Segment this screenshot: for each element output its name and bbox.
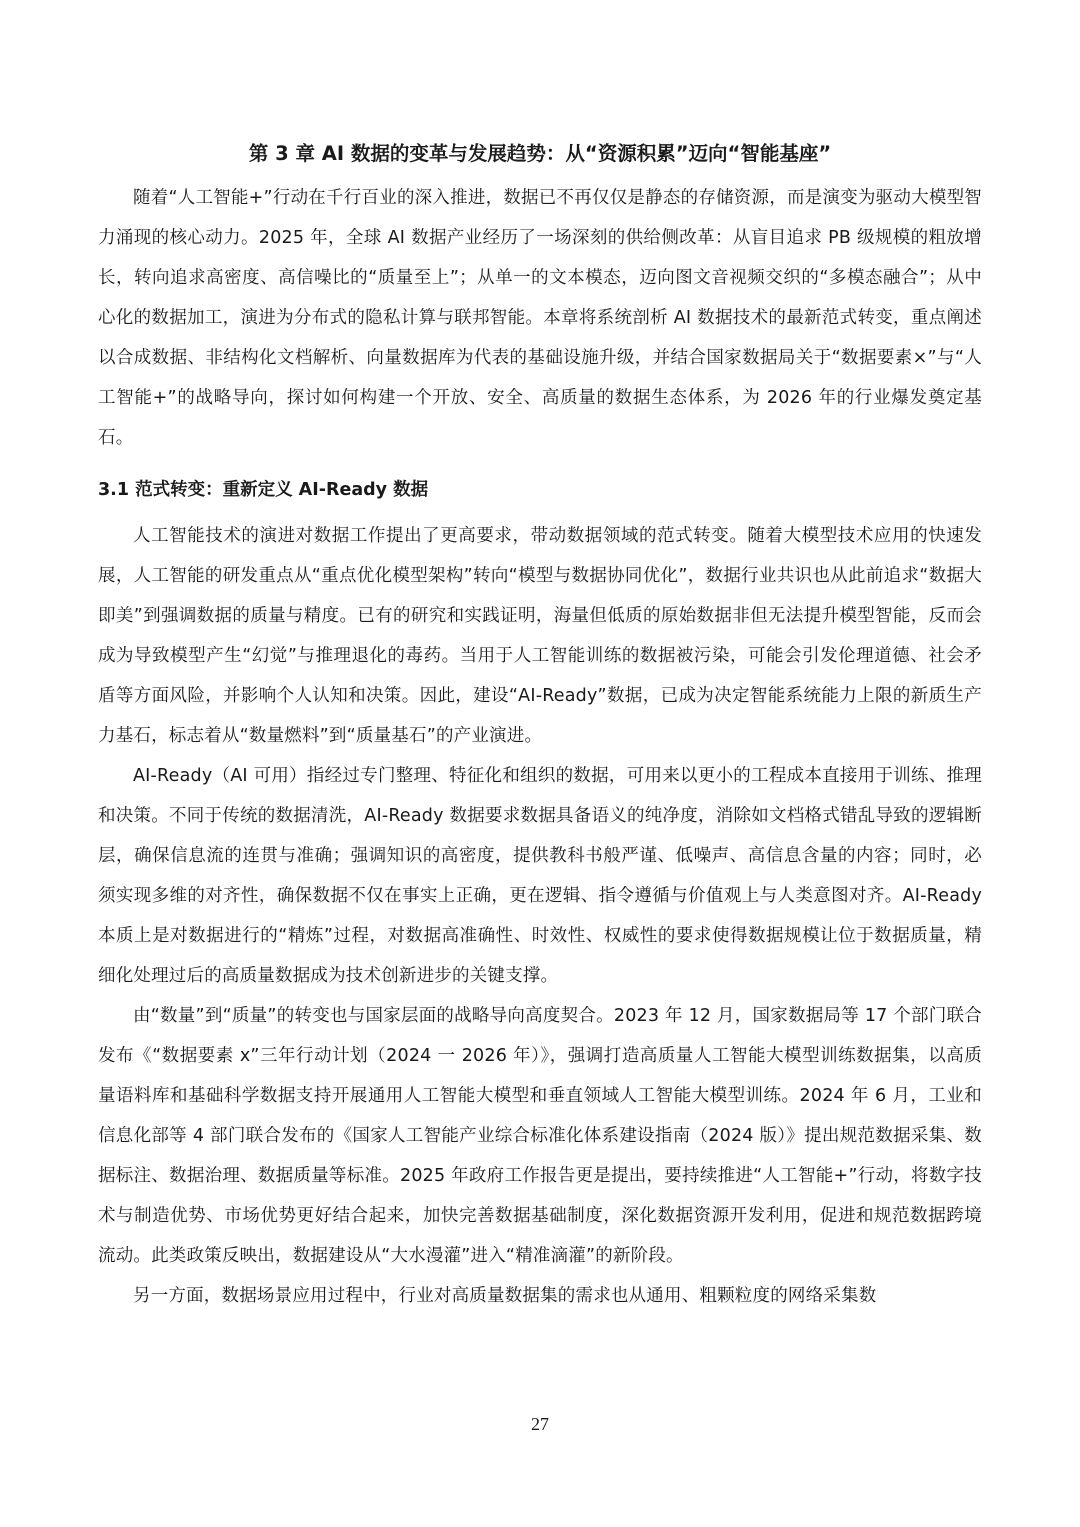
section-paragraph-1: 人工智能技术的演进对数据工作提出了更高要求，带动数据领域的范式转变。随着大模型技术应用的快速发展，人工智能的研发重点从“重点优化模型架构”转向“模型与数据协同优化”，数据行业共识也从此前追求“数据大即美”到强调数据的质量与精度。已有的研究和实践证明，海量但低质的原始数据非但无法提升模型智能，反而会成为导致模型产生“幻觉”与推理退化的毒药。当用于人工智能训练的数据被污染，可能会引发伦理道德、社会矛盾等方面风险，并影响个人认知和决策。因此，建设“AI-Ready”数据，已成为决定智能系统能力上限的新质生产力基石，标志着从“数量燃料”到“质量基石”的产业演进。 [98, 526, 982, 746]
intro-paragraph: 随着“人工智能+”行动在千行百业的深入推进，数据已不再仅仅是静态的存储资源，而是演变为驱动大模型智力涌现的核心动力。2025 年，全球 AI 数据产业经历了一场深刻的供给侧改革：从盲目追求 PB 级规模的粗放增长，转向追求高密度、高信噪比的“质量至上”；从单一的文本模态，迈向图文音视频交织的“多模态融合”；从中心化的数据加工，演进为分布式的隐私计算与联邦智能。本章将系统剖析 AI 数据技术的最新范式转变，重点阐述以合成数据、非结构化文档解析、向量数据库为代表的基础设施升级，并结合国家数据局关于“数据要素×”与“人工智能+”的战略导向，探讨如何构建一个开放、安全、高质量的数据生态体系，为 2026 年的行业爆发奠定基石。 [98, 188, 982, 448]
section-paragraph-2: AI-Ready（AI 可用）指经过专门整理、特征化和组织的数据，可用来以更小的工程成本直接用于训练、推理和决策。不同于传统的数据清洗，AI-Ready 数据要求数据具备语义的纯净度，消除如文档格式错乱导致的逻辑断层，确保信息流的连贯与准确；强调知识的高密度，提供教科书般严谨、低噪声、高信息含量的内容；同时，必须实现多维的对齐性，确保数据不仅在事实上正确，更在逻辑、指令遵循与价值观上与人类意图对齐。AI-Ready 本质上是对数据进行的“精炼”过程，对数据高准确性、时效性、权威性的要求使得数据规模让位于数据质量，精细化处理过后的高质量数据成为技术创新进步的关键支撑。 [98, 766, 982, 986]
chapter-title: 第 3 章 AI 数据的变革与发展趋势：从“资源积累”迈向“智能基座” [248, 142, 832, 165]
document-page [98, 136, 982, 1316]
page-number: 27 [531, 1414, 549, 1434]
section-paragraph-4: 另一方面，数据场景应用过程中，行业对高质量数据集的需求也从通用、粗颗粒度的网络采集数 [133, 1286, 877, 1306]
section-title: 3.1 范式转变：重新定义 AI-Ready 数据 [98, 480, 429, 500]
section-paragraph-3: 由“数量”到“质量”的转变也与国家层面的战略导向高度契合。2023 年 12 月，国家数据局等 17 个部门联合发布《“数据要素 x”三年行动计划（2024 一 2026 年）》，强调打造高质量人工智能大模型训练数据集，以高质量语料库和基础科学数据支持开展通用人工智能大模型和垂直领域人工智能大模型训练。2024 年 6 月，工业和信息化部等 4 部门联合发布的《国家人工智能产业综合标准化体系建设指南（2024 版）》提出规范数据采集、数据标注、数据治理、数据质量等标准。2025 年政府工作报告更是提出，要持续推进“人工智能+”行动，将数字技术与制造优势、市场优势更好结合起来，加快完善数据基础制度，深化数据资源开发利用，促进和规范数据跨境流动。此类政策反映出，数据建设从“大水漫灌”进入“精准滴灌”的新阶段。 [98, 1006, 982, 1266]
